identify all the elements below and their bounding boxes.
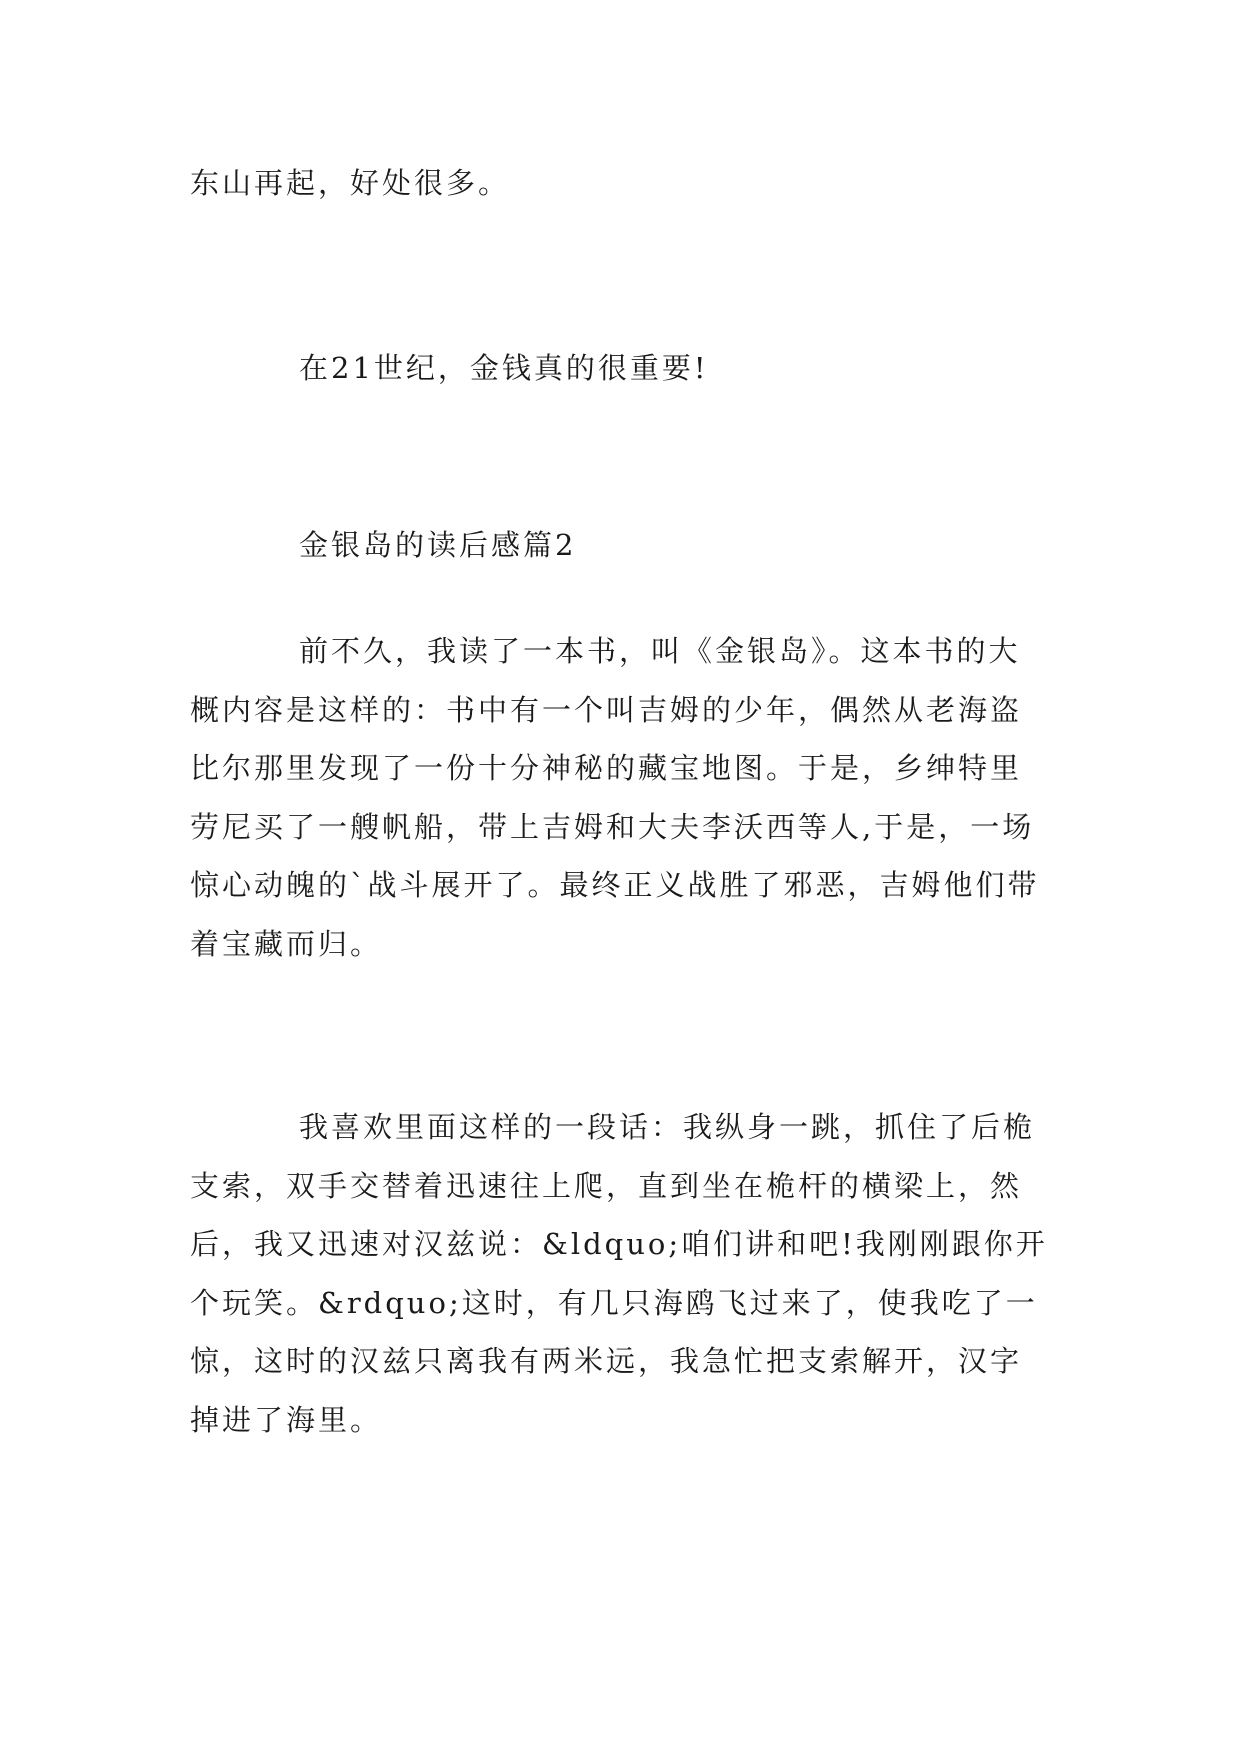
continuation-line: 东山再起，好处很多。 — [190, 166, 511, 200]
section-title: 金银岛的读后感篇2 — [299, 528, 577, 562]
paragraph-favorite-passage: 我喜欢里面这样的一段话：我纵身一跳，抓住了后桅支索，双手交替着迅速往上爬，直到坐在桅杆的横梁上，然后，我又迅速对汉兹说：&ldquo;咱们讲和吧!我刚刚跟你开个玩笑。&rdquo;这时，有几只海鸥飞过来了，使我吃了一惊，这时的汉兹只离我有两米远，我急忙把支索解开，汉字掉进了海里。 — [190, 1110, 1048, 1437]
paragraph-summary: 前不久，我读了一本书，叫《金银岛》。这本书的大概内容是这样的：书中有一个叫吉姆的少年，偶然从老海盗比尔那里发现了一份十分神秘的藏宝地图。于是，乡绅特里劳尼买了一艘帆船，带上吉姆和大夫李沃西等人,于是，一场惊心动魄的`战斗展开了。最终正义战胜了邪恶，吉姆他们带着宝藏而归。 — [190, 634, 1040, 961]
money-statement: 在21世纪，金钱真的很重要! — [299, 351, 709, 385]
